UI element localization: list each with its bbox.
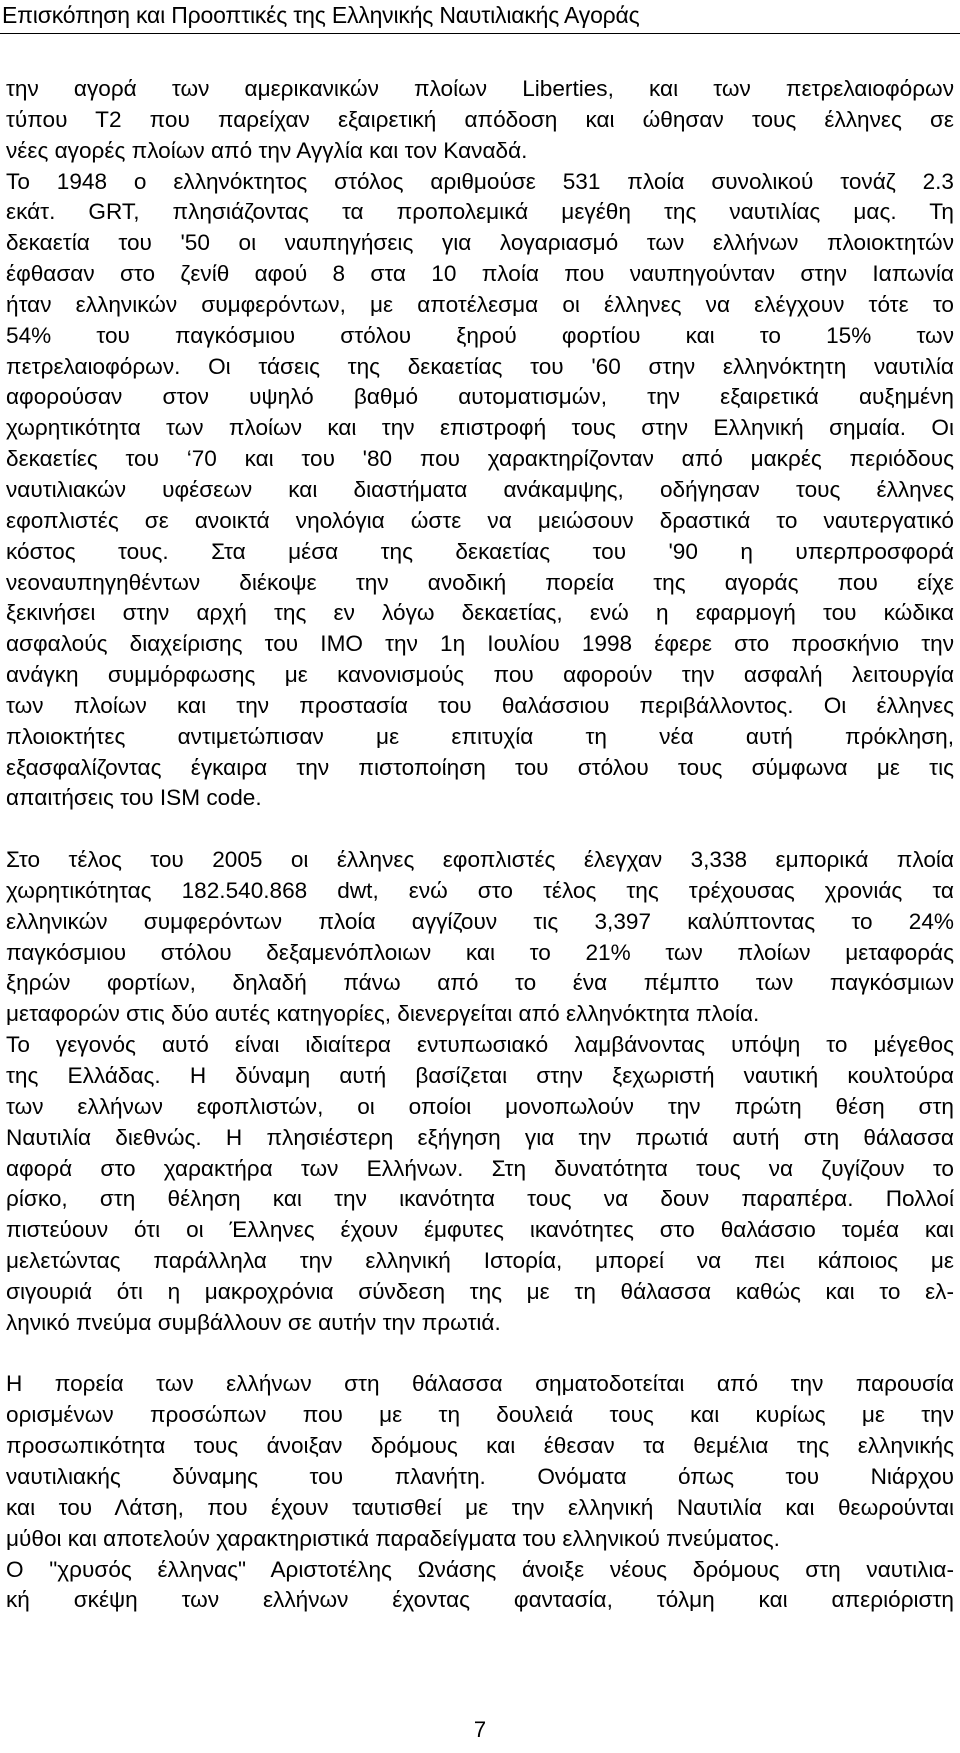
text-line: Ο "χρυσός έλληνας" Αριστοτέλης Ωνάσης άνοιξε νέους δρόμους στη ναυτιλια-	[6, 1556, 954, 1582]
text-line: ασφαλούς διαχείρισης του ΙΜΟ την 1η Ιουλίου 1998 έφερε στο προσκήνιο την	[6, 631, 954, 657]
text-line: μελετώντας παράλληλα την ελληνική Ιστορία, μπορεί να πει κάποιος με	[6, 1248, 954, 1274]
text-line: τύπου Τ2 που παρείχαν εξαιρετική απόδοση και ώθησαν τους έλληνες σε	[6, 106, 954, 132]
text-line: της Ελλάδας. Η δύναμη αυτή βασίζεται στην ξεχωριστή ναυτική κουλτούρα	[6, 1063, 954, 1088]
text-line: πετρελαιοφόρων. Οι τάσεις της δεκαετίας του '60 στην ελληνόκτητη ναυτιλία	[6, 353, 954, 379]
paragraph-gap	[6, 814, 954, 845]
text-line: ανάγκη συμμόρφωσης με κανονισμούς που αφορούν την ασφαλή λειτουργία	[6, 662, 954, 688]
paragraph	[6, 1369, 954, 1616]
text-line: ξεκινήσει στην αρχή της εν λόγω δεκαετίας, ενώ η εφαρμογή του κώδικα	[6, 600, 954, 626]
paragraph-gap	[6, 1339, 954, 1370]
text-line: πιστεύουν ότι οι Έλληνες έχουν έμφυτες ικανότητες στο θαλάσσιο τομέα και	[6, 1217, 954, 1243]
text-line: έφθασαν στο ζενίθ αφού 8 στα 10 πλοία που ναυπηγούνταν στην Ιαπωνία	[6, 261, 954, 287]
text-line: κόστος τους. Στα μέσα της δεκαετίας του '90 η υπερπροσφορά	[6, 538, 954, 564]
text-line: δεκαετία του '50 οι ναυπηγήσεις για λογαριασμό των ελλήνων πλοιοκτητών	[6, 230, 954, 256]
text-line: ελληνικών συμφερόντων πλοία αγγίζουν τις 3,397 καλύπτοντας το 24%	[6, 908, 954, 934]
text-line: 54% του παγκόσμιου στόλου ξηρού φορτίου και το 15% των	[6, 322, 954, 348]
text-line: Το 1948 ο ελληνόκτητος στόλος αριθμούσε 531 πλοία συνολικού τονάζ 2.3	[6, 168, 954, 194]
text-line: αφορά στο χαρακτήρα των Ελλήνων. Στη δυνατότητα τους να ζυγίζουν το	[6, 1155, 954, 1181]
text-line: των ελλήνων εφοπλιστών, οι οποίοι μονοπωλούν την πρώτη θέση στη	[6, 1093, 954, 1119]
text-line: πλοιοκτήτες αντιμετώπισαν με επιτυχία τη νέα αυτή πρόκληση,	[6, 723, 954, 749]
text-line: μύθοι και αποτελούν χαρακτηριστικά παραδείγματα του ελληνικού πνεύματος.	[6, 1525, 780, 1551]
text-line: νεοναυπηγηθέντων διέκοψε την ανοδική πορεία της αγοράς που είχε	[6, 569, 954, 595]
text-line: προσωπικότητα τους άνοιξαν δρόμους και έθεσαν τα θεμέλια της ελληνικής	[6, 1433, 954, 1459]
text-line: Η πορεία των ελλήνων στη θάλασσα σηματοδοτείται από την παρουσία	[6, 1371, 954, 1397]
text-line: χωρητικότητα των πλοίων και την επιστροφή τους στην Ελληνική σημαία. Οι	[6, 415, 954, 441]
text-line: Ναυτιλία διεθνώς. Η πλησιέστερη εξήγηση για την πρωτιά αυτή στη θάλασσα	[6, 1124, 954, 1150]
text-line: και του Λάτση, που έχουν ταυτισθεί με την ελληνική Ναυτιλία και θεωρούνται	[6, 1494, 954, 1520]
text-line: μεταφορών στις δύο αυτές κατηγορίες, διενεργείται από ελληνόκτητα πλοία.	[6, 1001, 760, 1027]
text-line: παγκόσμιου στόλου δεξαμενόπλοιων και το 21% των πλοίων μεταφοράς	[6, 939, 954, 965]
body-text	[6, 74, 954, 1616]
text-line: Το γεγονός αυτό είναι ιδιαίτερα εντυπωσιακό λαμβάνοντας υπόψη το μέγεθος	[6, 1032, 954, 1058]
text-line: ορισμένων προσώπων που με τη δουλειά τους και κυρίως με την	[6, 1402, 954, 1428]
text-line: την αγορά των αμερικανικών πλοίων Liberties, και των πετρελαιοφόρων	[6, 76, 954, 101]
text-line: νέες αγορές πλοίων από την Αγγλία και τον Καναδά.	[6, 137, 528, 163]
paragraph	[6, 845, 954, 1339]
text-line: ναυτιλιακής δύναμης του πλανήτη. Ονόματα όπως του Νιάρχου	[6, 1463, 954, 1489]
text-line: ληνικό πνεύμα συμβάλλουν σε αυτήν την πρωτιά.	[6, 1309, 501, 1335]
text-line: Στο τέλος του 2005 οι έλληνες εφοπλιστές έλεγχαν 3,338 εμπορικά πλοία	[6, 847, 954, 873]
text-line: ναυτιλιακών υφέσεων και διαστήματα ανάκαμψης, οδήγησαν τους έλληνες	[6, 476, 954, 502]
text-line: ρίσκο, στη θέληση και την ικανότητα τους να δουν παραπέρα. Πολλοί	[6, 1186, 954, 1212]
text-line: ξηρών φορτίων, δηλαδή πάνω από το ένα πέμπτο των παγκόσμιων	[6, 970, 954, 996]
running-header	[0, 0, 960, 34]
text-line: εξασφαλίζοντας έγκαιρα την πιστοποίηση του στόλου τους σύμφωνα με τις	[6, 754, 954, 780]
text-line: κή σκέψη των ελλήνων έχοντας φαντασία, τόλμη και απεριόριστη	[6, 1587, 954, 1613]
text-line: αφορούσαν στον υψηλό βαθμό αυτοματισμών, την εξαιρετικά αυξημένη	[6, 384, 954, 410]
text-line: απαιτήσεις του ISM code.	[6, 785, 262, 811]
text-line: δεκαετίες του ‘70 και του '80 που χαρακτηρίζονταν από μακρές περιόδους	[6, 446, 954, 472]
header-title: Επισκόπηση και Προοπτικές της Ελληνικής Ναυτιλιακής Αγοράς	[2, 2, 640, 28]
page-number: 7	[473, 1717, 487, 1742]
text-line: εκάτ. GRT, πλησιάζοντας τα προπολεμικά μεγέθη της ναυτιλίας μας. Τη	[6, 199, 954, 225]
text-line: σιγουριά ότι η μακροχρόνια σύνδεση της με τη θάλασσα καθώς και το ελ-	[6, 1278, 954, 1304]
paragraph	[6, 74, 954, 814]
text-line: εφοπλιστές σε ανοικτά νηολόγια ώστε να μειώσουν δραστικά το ναυτεργατικό	[6, 507, 954, 533]
text-line: των πλοίων και την προστασία του θαλάσσιου περιβάλλοντος. Οι έλληνες	[6, 692, 954, 718]
text-line: ήταν ελληνικών συμφερόντων, με αποτέλεσμα οι έλληνες να ελέγχουν τότε το	[6, 291, 954, 317]
text-line: χωρητικότητας 182.540.868 dwt, ενώ στο τέλος της τρέχουσας χρονιάς τα	[6, 877, 954, 903]
